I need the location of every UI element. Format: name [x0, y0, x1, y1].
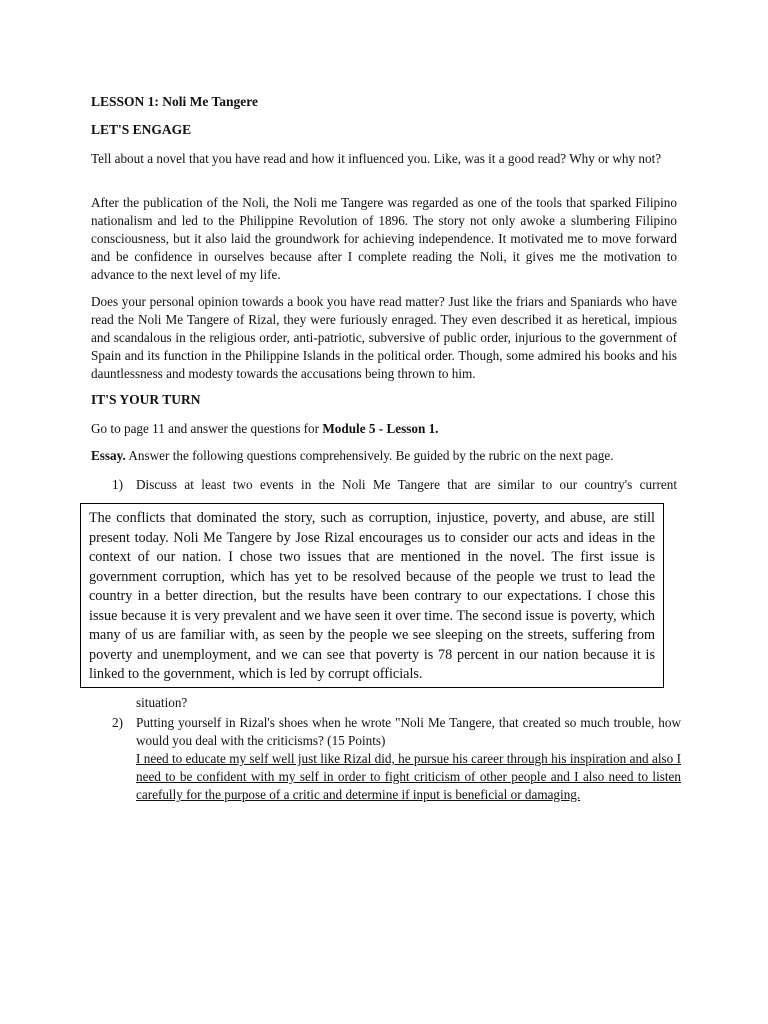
- lesson-title: LESSON 1: Noli Me Tangere: [91, 94, 259, 109]
- question-2-answer: I need to educate my self well just like Rizal did, he pursue his career through his inspiration and also I need to be confident with my self in order to fight criticism of other people and I also need to listen carefully for the purpose of a critic and determine if input is beneficial or damaging.: [136, 751, 681, 802]
- question-1-answer: The conflicts that dominated the story, such as corruption, injustice, poverty, and abuse, are still present today. Noli Me Tangere by Jose Rizal encourages us to consider our acts and ideas in the context of our nation. I chose two issues that are mentioned in the novel. The first issue is government corruption, which has yet to be resolved because of the people we trust to lead the country in a better direction, but the results have been contrary to our expectations. I chose this issue because it is very prevalent and we have seen it over time. The second issue is poverty, which many of us are familiar with, as seen by the people we see sleeping on the streets, suffering from poverty and unemployment, and we can see that poverty is 78 percent in our nation because it is linked to the government, which is led by corrupt officials.: [89, 510, 655, 682]
- essay-instruction-text: Answer the following questions comprehensively. Be guided by the rubric on the next page.: [125, 448, 614, 463]
- your-turn-heading: IT'S YOUR TURN: [91, 392, 201, 407]
- question-2-text: Putting yourself in Rizal's shoes when he wrote "Noli Me Tangere, that created so much trouble, how would you deal with the criticisms? (15 Points): [136, 715, 681, 748]
- essay-instruction: [91, 447, 677, 465]
- lets-engage-heading: LET'S ENGAGE: [91, 122, 192, 137]
- essay-label: Essay.: [91, 448, 126, 463]
- question-1-text-continued: situation?: [136, 695, 188, 710]
- engage-prompt: Tell about a novel that you have read and how it influenced you. Like, was it a good read? Why or why not?: [91, 151, 662, 166]
- your-turn-instruction: [91, 420, 677, 438]
- engage-answer: After the publication of the Noli, the Noli me Tangere was regarded as one of the tools that sparked Filipino nationalism and led to the Philippine Revolution of 1896. The story not only awoke a slumbering Filipino consciousness, but it also laid the groundwork for achieving independence. It motivated me to move forward and be confidence in ourselves because after I complete reading the Noli, it gives me the motivation to advance to the next level of my life.: [91, 195, 677, 282]
- question-1-answer-box: [80, 503, 664, 688]
- module-reference: Module 5 - Lesson 1.: [322, 421, 439, 436]
- question-2-number: 2): [112, 715, 123, 730]
- question-1-number: 1): [112, 477, 123, 492]
- question-1-text: Discuss at least two events in the Noli Me Tangere that are similar to our country's current: [136, 477, 677, 492]
- opinion-paragraph: Does your personal opinion towards a book you have read matter? Just like the friars and Spaniards who have read the Noli Me Tangere of Rizal, they were furiously enraged. They even described it as heretical, impious and scandalous in the religious order, anti-patriotic, subversive of public order, injurious to the government of Spain and its function in the Philippine Islands in the political order. Though, some admired his books and his dauntlessness and modesty towards the accusations being thrown to him.: [91, 294, 677, 381]
- instruction-text: Go to page 11 and answer the questions for: [91, 421, 323, 436]
